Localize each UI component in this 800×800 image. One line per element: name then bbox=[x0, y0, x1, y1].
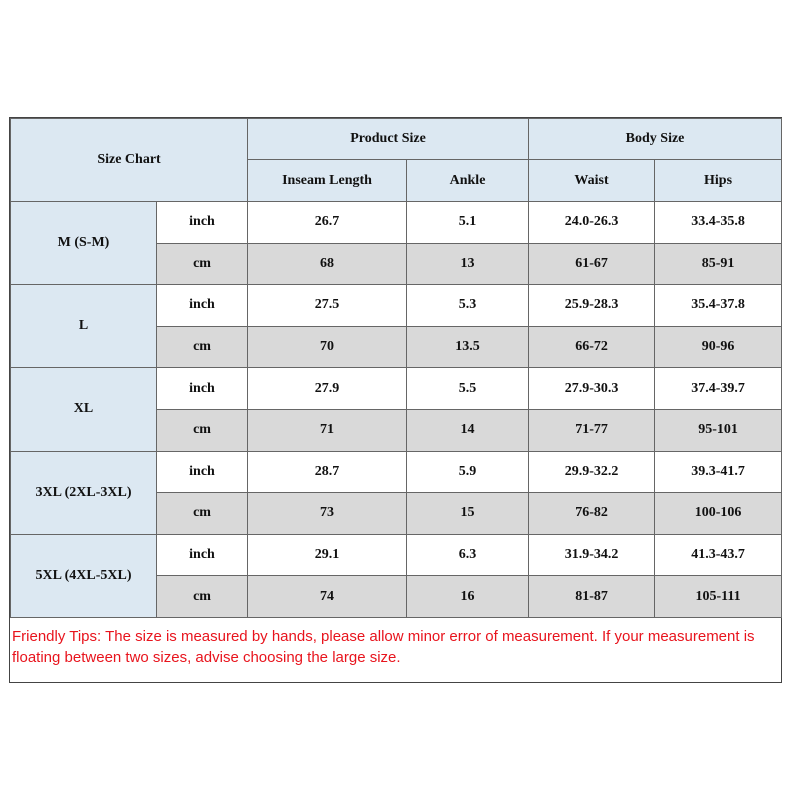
chart-title: Size Chart bbox=[11, 119, 248, 202]
hips-value: 105-111 bbox=[655, 576, 782, 618]
inseam-value: 26.7 bbox=[248, 202, 407, 244]
inseam-value: 74 bbox=[248, 576, 407, 618]
unit-label: cm bbox=[157, 576, 248, 618]
hips-value: 41.3-43.7 bbox=[655, 534, 782, 576]
table-row bbox=[11, 202, 782, 244]
waist-value: 29.9-32.2 bbox=[529, 451, 655, 493]
product-size-header: Product Size bbox=[248, 119, 529, 160]
ankle-value: 13 bbox=[407, 243, 529, 285]
ankle-value: 15 bbox=[407, 493, 529, 535]
waist-value: 71-77 bbox=[529, 409, 655, 451]
inseam-value: 68 bbox=[248, 243, 407, 285]
unit-label: cm bbox=[157, 409, 248, 451]
ankle-value: 13.5 bbox=[407, 326, 529, 368]
hips-value: 90-96 bbox=[655, 326, 782, 368]
inseam-value: 29.1 bbox=[248, 534, 407, 576]
size-chart-table bbox=[10, 118, 782, 618]
column-header-inseam: Inseam Length bbox=[248, 160, 407, 202]
inseam-value: 27.9 bbox=[248, 368, 407, 410]
waist-value: 25.9-28.3 bbox=[529, 285, 655, 327]
ankle-value: 14 bbox=[407, 409, 529, 451]
inseam-value: 27.5 bbox=[248, 285, 407, 327]
size-label: 5XL (4XL-5XL) bbox=[11, 534, 157, 617]
hips-value: 39.3-41.7 bbox=[655, 451, 782, 493]
hips-value: 100-106 bbox=[655, 493, 782, 535]
unit-label: cm bbox=[157, 326, 248, 368]
size-label: 3XL (2XL-3XL) bbox=[11, 451, 157, 534]
hips-value: 33.4-35.8 bbox=[655, 202, 782, 244]
hips-value: 35.4-37.8 bbox=[655, 285, 782, 327]
inseam-value: 28.7 bbox=[248, 451, 407, 493]
size-label: XL bbox=[11, 368, 157, 451]
unit-label: inch bbox=[157, 285, 248, 327]
inseam-value: 73 bbox=[248, 493, 407, 535]
waist-value: 31.9-34.2 bbox=[529, 534, 655, 576]
ankle-value: 5.1 bbox=[407, 202, 529, 244]
waist-value: 76-82 bbox=[529, 493, 655, 535]
size-label: L bbox=[11, 285, 157, 368]
hips-value: 95-101 bbox=[655, 409, 782, 451]
waist-value: 61-67 bbox=[529, 243, 655, 285]
ankle-value: 16 bbox=[407, 576, 529, 618]
ankle-value: 6.3 bbox=[407, 534, 529, 576]
table-row bbox=[11, 534, 782, 576]
inseam-value: 71 bbox=[248, 409, 407, 451]
ankle-value: 5.9 bbox=[407, 451, 529, 493]
hips-value: 37.4-39.7 bbox=[655, 368, 782, 410]
table-row bbox=[11, 368, 782, 410]
inseam-value: 70 bbox=[248, 326, 407, 368]
hips-value: 85-91 bbox=[655, 243, 782, 285]
column-header-hips: Hips bbox=[655, 160, 782, 202]
waist-value: 81-87 bbox=[529, 576, 655, 618]
unit-label: inch bbox=[157, 451, 248, 493]
waist-value: 66-72 bbox=[529, 326, 655, 368]
unit-label: inch bbox=[157, 534, 248, 576]
header-group-row bbox=[11, 119, 782, 160]
waist-value: 27.9-30.3 bbox=[529, 368, 655, 410]
unit-label: cm bbox=[157, 243, 248, 285]
friendly-tips: Friendly Tips: The size is measured by hands, please allow minor error of measurement. If your measurement is floating between two sizes, advise choosing the large size. bbox=[12, 628, 755, 666]
ankle-value: 5.3 bbox=[407, 285, 529, 327]
waist-value: 24.0-26.3 bbox=[529, 202, 655, 244]
size-label: M (S-M) bbox=[11, 202, 157, 285]
body-size-header: Body Size bbox=[529, 119, 782, 160]
table-row bbox=[11, 451, 782, 493]
unit-label: inch bbox=[157, 202, 248, 244]
unit-label: cm bbox=[157, 493, 248, 535]
size-chart-sheet bbox=[9, 117, 782, 683]
column-header-waist: Waist bbox=[529, 160, 655, 202]
column-header-ankle: Ankle bbox=[407, 160, 529, 202]
unit-label: inch bbox=[157, 368, 248, 410]
table-row bbox=[11, 285, 782, 327]
ankle-value: 5.5 bbox=[407, 368, 529, 410]
